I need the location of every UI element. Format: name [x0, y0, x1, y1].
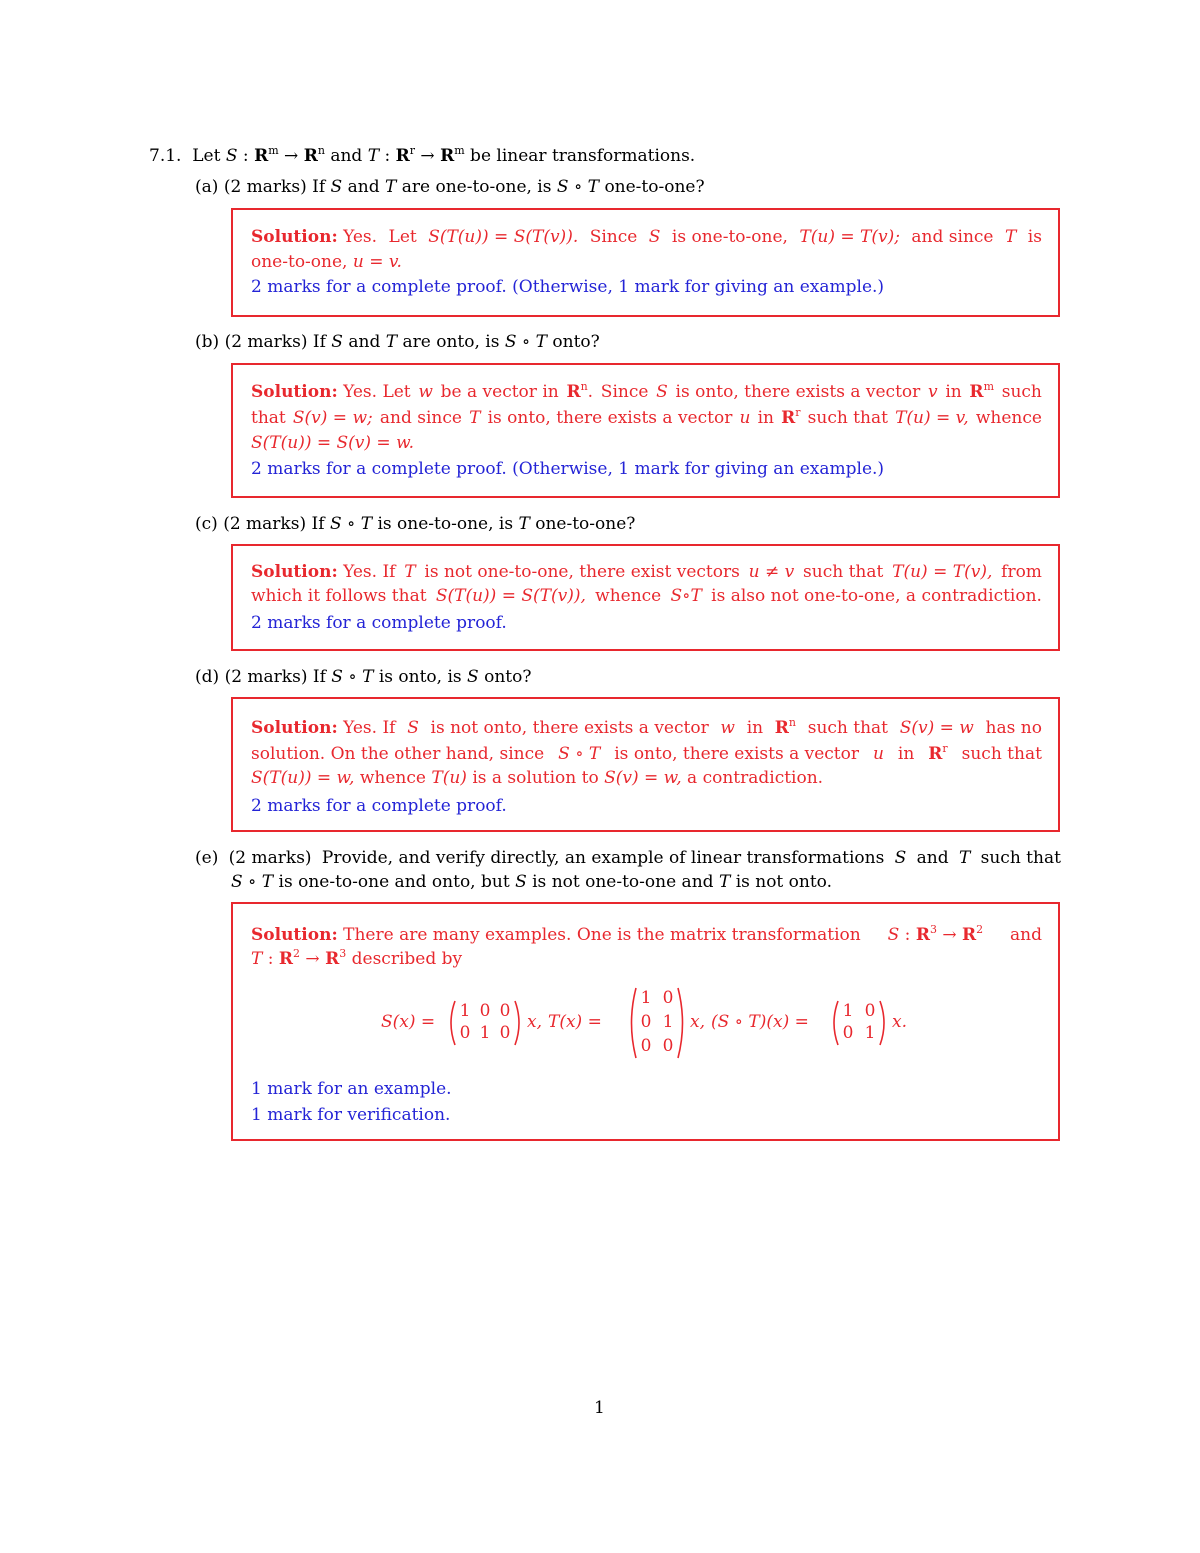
solution-b-line1: Solution: Yes. Let w be a vector in $R^n$. Since S is onto, there exists a vector v in $R^m$ such [251, 380, 1042, 402]
eq-T-lhs: T(x) = [548, 1012, 602, 1032]
solution-c-line1: Solution: Yes. If T is not one-to-one, there exist vectors u ≠ v such that T(u) = T(v), from [251, 562, 1042, 582]
matrix-s-cell: 0 [479, 1001, 491, 1021]
marks-b: 2 marks for a complete proof. (Otherwise, 1 mark for giving an example.) [251, 459, 885, 479]
solution-c-line2: which it follows that S(T(u)) = S(T(v)), whence S∘T is also not one-to-one, a contradiction. [251, 586, 1042, 606]
solution-d-line2: solution. On the other hand, since S ∘ T is onto, there exists a vector u in $R^r$ such that [251, 742, 1042, 764]
problem-statement: 7.1. Let S : $R^m \to R^n$ and T : $R^r \to R^m$ be linear transformations. [149, 144, 696, 166]
matrix-t [626, 986, 688, 1060]
matrix-t-cell: 0 [662, 1036, 674, 1056]
part-c-question: (c) (2 marks) If S ∘ T is one-to-one, is T one-to-one? [195, 514, 636, 534]
marks-d: 2 marks for a complete proof. [251, 796, 507, 816]
matrix-s-cell: 0 [499, 1001, 511, 1021]
matrix-st [828, 999, 890, 1047]
part-d-question: (d) (2 marks) If S ∘ T is onto, is S onto? [195, 667, 532, 687]
matrix-s [445, 999, 525, 1047]
marks-e-example: 1 mark for an example. [251, 1079, 452, 1099]
matrix-s-cell: 0 [459, 1023, 471, 1043]
matrix-st-cell: 1 [842, 1001, 854, 1021]
eq-ST-lhs: (S ∘ T)(x) = [711, 1012, 809, 1032]
matrix-s-cell: 1 [459, 1001, 471, 1021]
solution-d-line3: S(T(u)) = w, whence T(u) is a solution to S(v) = w, a contradiction. [251, 768, 824, 788]
marks-e-verification: 1 mark for verification. [251, 1105, 451, 1125]
solution-d-line1: Solution: Yes. If S is not onto, there exists a vector w in $R^n$ such that S(v) = w has no [251, 716, 1042, 738]
matrix-t-cell: 1 [640, 988, 652, 1008]
solution-box-d [231, 697, 1060, 832]
matrix-st-cell: 0 [864, 1001, 876, 1021]
matrix-t-cell: 0 [640, 1036, 652, 1056]
marks-a: 2 marks for a complete proof. (Otherwise, 1 mark for giving an example.) [251, 277, 885, 297]
eq-S-lhs: S(x) = [381, 1012, 436, 1032]
matrix-t-cell: 0 [662, 988, 674, 1008]
part-e-question-line2: S ∘ T is one-to-one and onto, but S is not one-to-one and T is not onto. [231, 872, 833, 892]
solution-b-line3: S(T(u)) = S(v) = w. [251, 433, 415, 453]
solution-box-c [231, 544, 1060, 651]
marks-c: 2 marks for a complete proof. [251, 613, 507, 633]
solution-a-line1: Solution: Yes. Let S(T(u)) = S(T(v)). Since S is one-to-one, T(u) = T(v); and since T is [251, 227, 1042, 247]
part-a-question: (a) (2 marks) If S and T are one-to-one, is S ∘ T one-to-one? [195, 177, 705, 197]
eq-x-3: x. [892, 1012, 907, 1032]
eq-x-1: x, [527, 1012, 542, 1032]
solution-box-a [231, 208, 1060, 317]
solution-box-e [231, 902, 1060, 1141]
matrix-t-cell: 0 [640, 1012, 652, 1032]
solution-b-line2: that S(v) = w; and since T is onto, there exists a vector u in $R^r$ such that T(u) = v, whence [251, 406, 1042, 428]
matrix-t-cell: 1 [662, 1012, 674, 1032]
page-number: 1 [594, 1398, 605, 1418]
part-b-question: (b) (2 marks) If S and T are onto, is S ∘ T onto? [195, 332, 600, 352]
solution-e-equation [233, 982, 1058, 1062]
eq-x-2: x, [690, 1012, 705, 1032]
matrix-st-cell: 0 [842, 1023, 854, 1043]
matrix-s-cell: 1 [479, 1023, 491, 1043]
solution-a-line2: one-to-one, u = v. [251, 252, 402, 272]
matrix-st-cell: 1 [864, 1023, 876, 1043]
solution-box-b [231, 363, 1060, 498]
part-e-question-line1: (e) (2 marks) Provide, and verify directly, an example of linear transformations S and T such that [195, 848, 1061, 868]
matrix-s-cell: 0 [499, 1023, 511, 1043]
solution-e-line2: T : $R^2 \to R^3$ described by [251, 947, 463, 969]
solution-e-line1: Solution: There are many examples. One is the matrix transformation S : $R^3 \to R^2$ and [251, 923, 1042, 945]
